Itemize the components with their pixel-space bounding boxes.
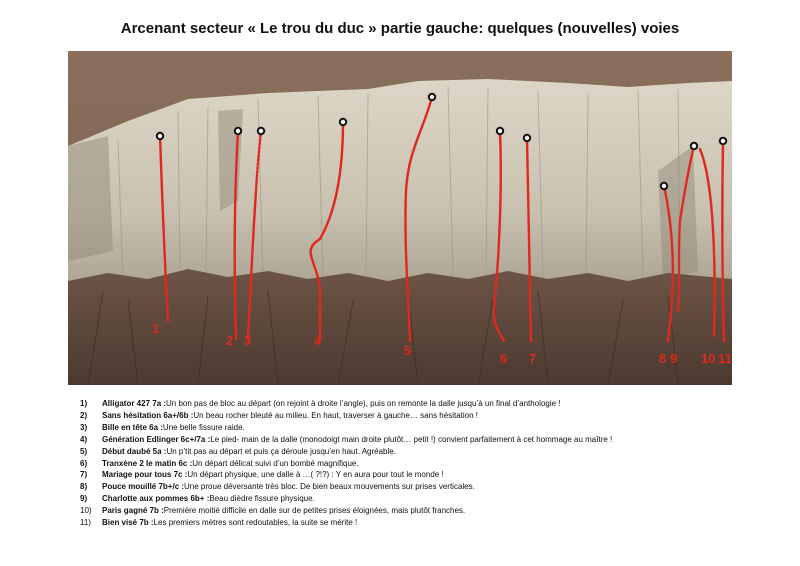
legend-item-3	[80, 422, 760, 434]
legend-item-9	[80, 493, 760, 505]
route-legend	[80, 398, 760, 529]
legend-number: 7)	[80, 470, 88, 480]
anchor-8	[661, 183, 667, 189]
bottom-vegetation	[68, 269, 732, 385]
legend-item-1	[80, 398, 760, 410]
route-description: Les premiers mètres sont redoutables, la suite se mérite !	[153, 518, 358, 528]
cliff-face	[68, 79, 732, 301]
cliff-photo	[68, 51, 732, 385]
route-name: Bille en tête 6a :	[102, 422, 163, 432]
route-label-10: 10	[701, 351, 716, 366]
route-description: Le pied- main de la dalle (monodoigt main droite plutôt… petit !) convient parfaitement à cet hommage au maître !	[210, 434, 613, 444]
anchor-9	[691, 143, 697, 149]
legend-number: 10)	[80, 506, 92, 516]
legend-number: 3)	[80, 422, 88, 432]
anchor-1	[157, 133, 163, 139]
anchor-4	[340, 119, 346, 125]
route-description: Un départ délicat suivi d’un bombé magnifique.	[192, 458, 359, 468]
route-label-8: 8	[659, 351, 667, 366]
route-label-1: 1	[152, 321, 160, 336]
route-description: Une proue déversante très bloc. De bien beaux mouvements sur prises verticales.	[184, 482, 475, 492]
anchor-2	[235, 128, 241, 134]
route-line-9b	[678, 221, 680, 311]
route-description: Beau dièdre fissure physique.	[209, 494, 315, 504]
route-name: Charlotte aux pommes 6b+ :	[102, 494, 210, 504]
route-name: Sans hésitation 6a+/6b :	[102, 410, 194, 420]
route-name: Mariage pour tous 7c :	[102, 470, 188, 480]
route-name: Début daubé 5a :	[102, 446, 167, 456]
legend-number: 1)	[80, 399, 88, 408]
route-label-11: 11	[718, 351, 732, 366]
legend-number: 11)	[80, 518, 91, 528]
route-label-3: 3	[244, 333, 252, 348]
route-label-5: 5	[404, 343, 412, 358]
legend-item-4	[80, 434, 760, 446]
route-name: Alligator 427 7a :	[102, 399, 167, 408]
anchor-5	[429, 94, 435, 100]
legend-item-11	[80, 517, 760, 529]
legend-item-7	[80, 469, 760, 481]
route-name: Bien visé 7b :	[102, 518, 154, 528]
anchor-11	[720, 138, 726, 144]
route-label-4: 4	[314, 333, 322, 348]
page-title: Arcenant secteur « Le trou du duc » partie gauche: quelques (nouvelles) voies	[120, 20, 680, 37]
route-description: Un départ physique, une dalle à …( ?!?) : Y en aura pour tout le monde !	[187, 470, 444, 480]
route-name: Tranxène 2 le matin 6c :	[102, 458, 193, 468]
route-name: Paris gagné 7b :	[102, 506, 164, 516]
legend-number: 8)	[80, 482, 88, 492]
route-description: Un bon pas de bloc au départ (on rejoint à droite l’angle), puis on remonte la dalle jusqu’à un final d’anthologie !	[166, 399, 561, 408]
route-label-7: 7	[529, 351, 537, 366]
legend-number: 5)	[80, 446, 88, 456]
route-description: Une belle fissure raide.	[162, 422, 245, 432]
route-label-9: 9	[670, 351, 678, 366]
route-label-2: 2	[226, 333, 234, 348]
legend-number: 4)	[80, 434, 88, 444]
anchor-7	[524, 135, 530, 141]
route-description: Un beau rocher bleuté au milieu. En haut, traverser à gauche… sans hésitation !	[193, 410, 478, 420]
route-label-6: 6	[500, 351, 508, 366]
legend-number: 2)	[80, 410, 88, 420]
route-name: Génération Edlinger 6c+/7a :	[102, 434, 211, 444]
legend-item-5	[80, 446, 760, 458]
route-description: Un p’tit pas au départ et puis ça déroule jusqu’en haut. Agréable.	[166, 446, 396, 456]
route-description: Première moitié difficile en dalle sur de petites prises éloignées, mais plutôt franches.	[163, 506, 466, 516]
anchor-3	[258, 128, 264, 134]
legend-number: 9)	[80, 494, 88, 504]
route-name: Pouce mouillé 7b+/c :	[102, 482, 185, 492]
anchor-6	[497, 128, 503, 134]
legend-item-2	[80, 410, 760, 422]
legend-item-6	[80, 458, 760, 470]
legend-item-8	[80, 481, 760, 493]
legend-number: 6)	[80, 458, 88, 468]
legend-item-10	[80, 505, 760, 517]
